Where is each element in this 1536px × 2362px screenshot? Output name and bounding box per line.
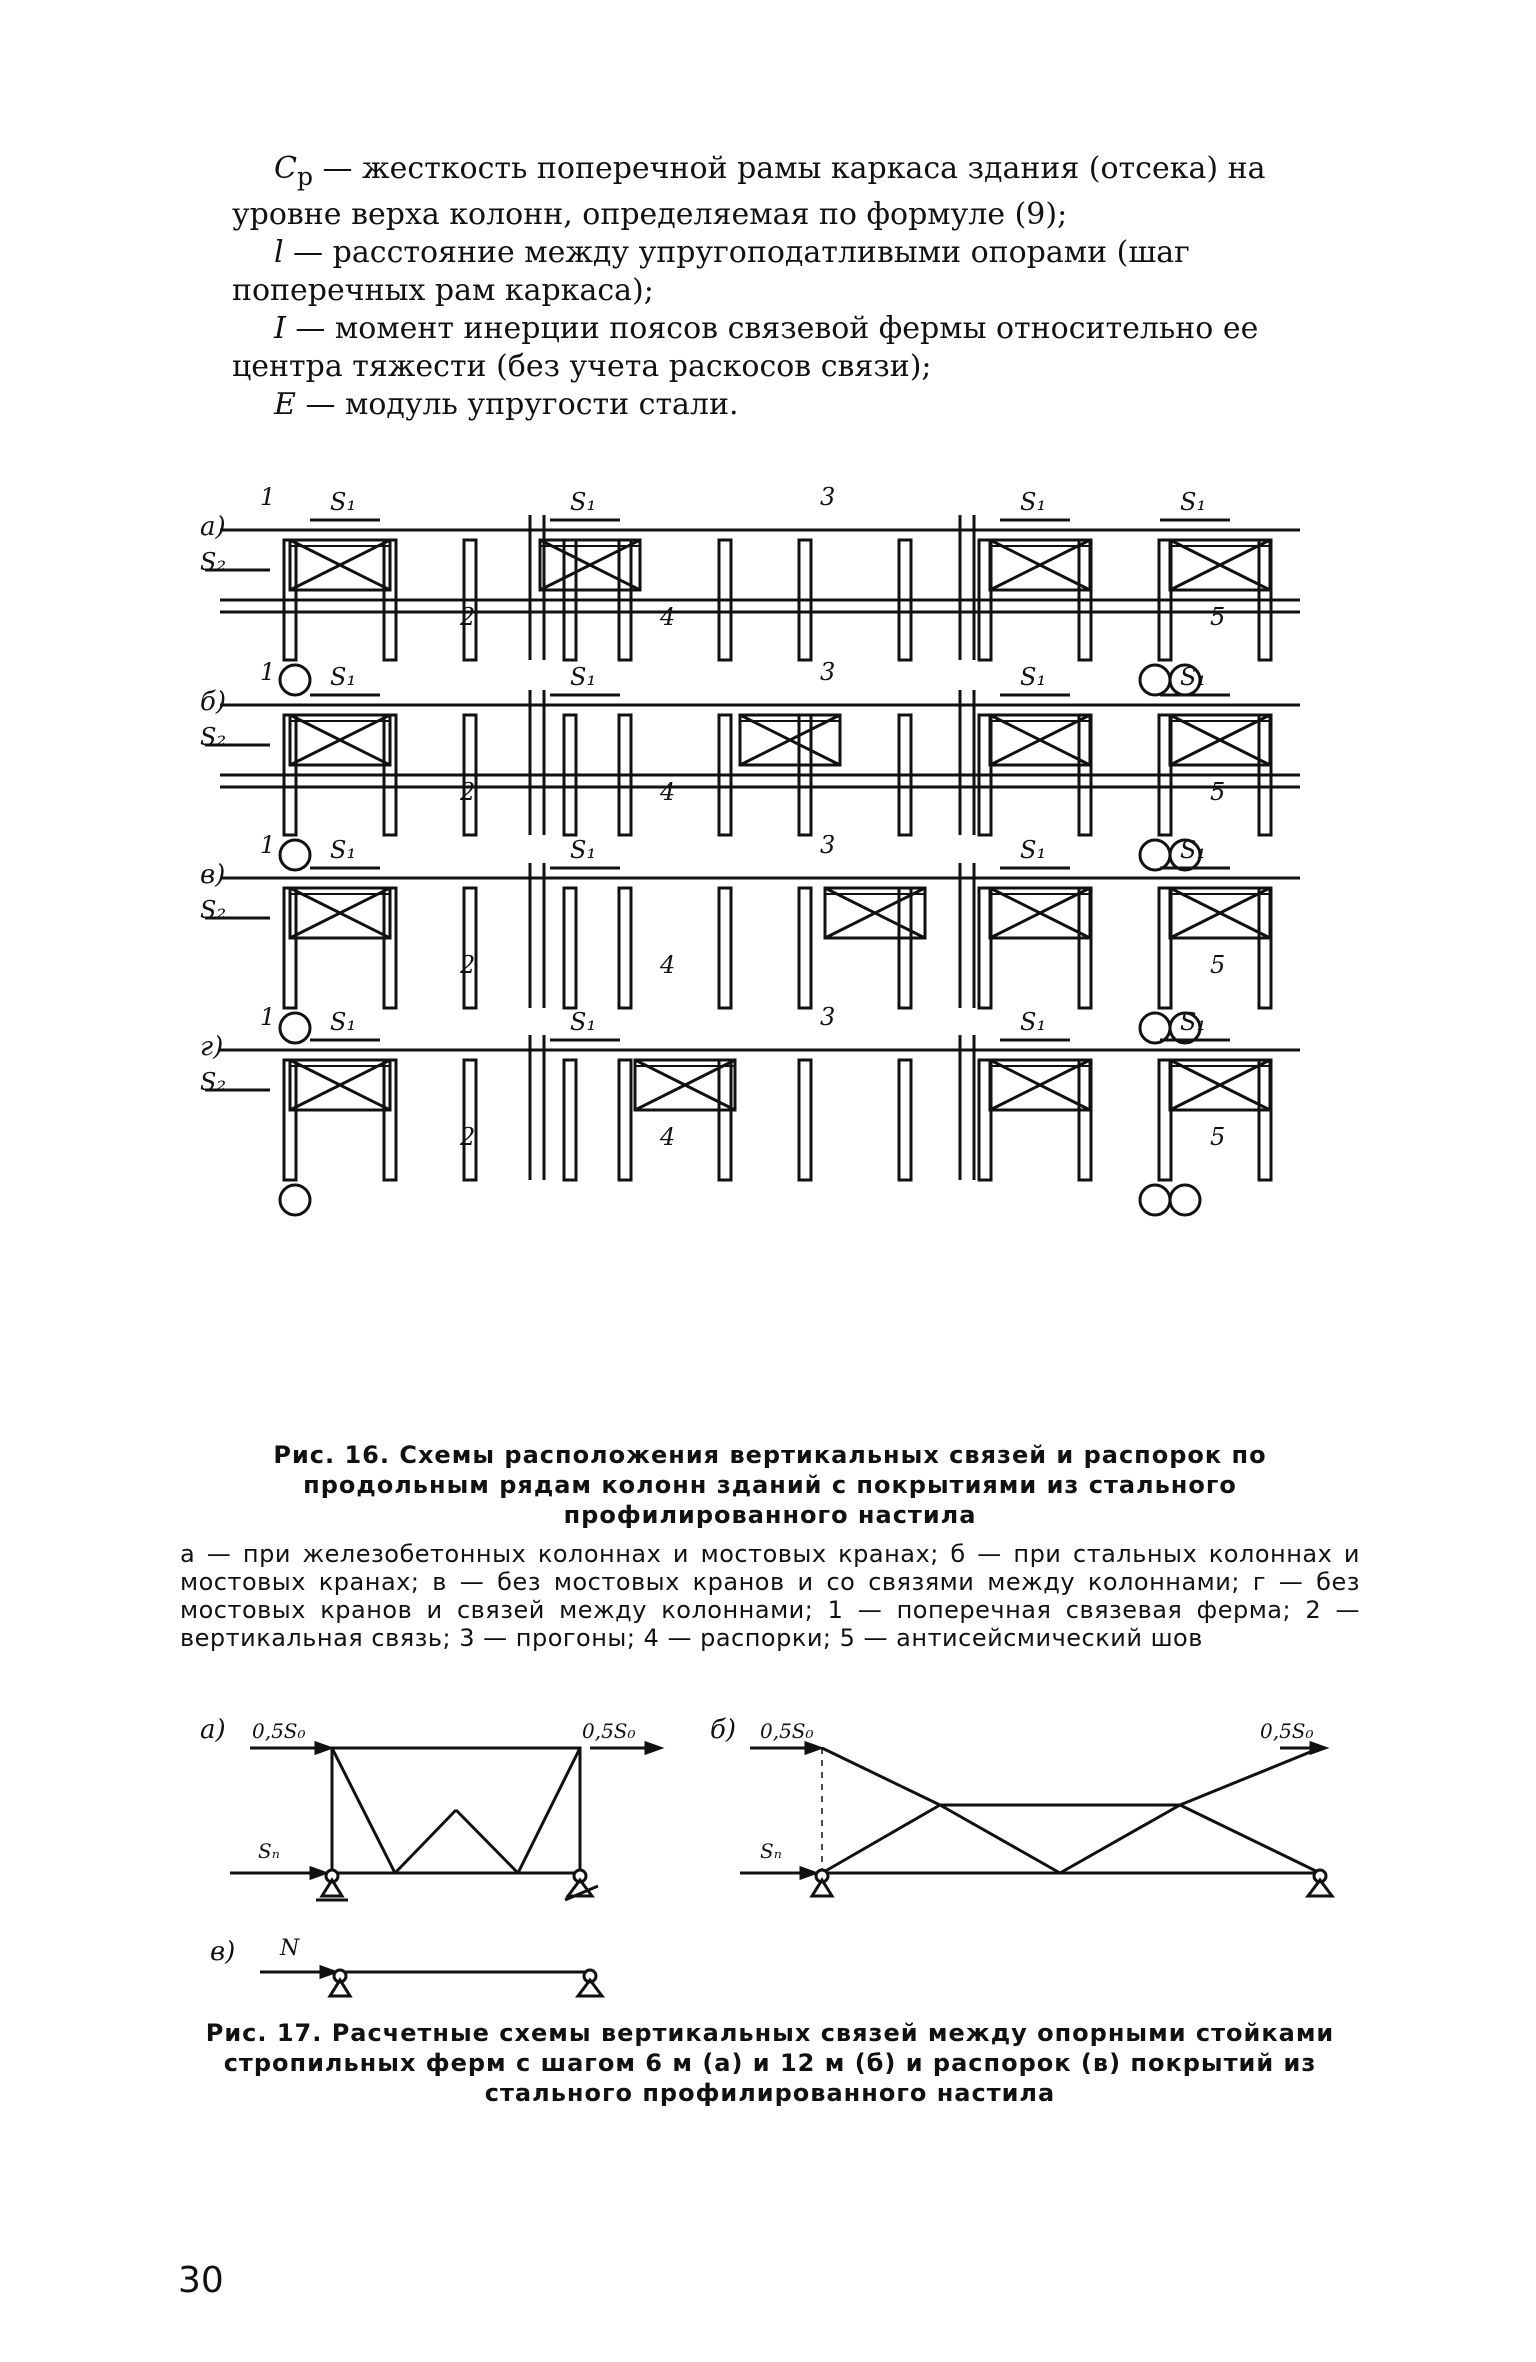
s2-force-label: S₂ xyxy=(200,896,227,924)
transverse-truss xyxy=(290,715,390,765)
transverse-truss xyxy=(540,540,640,590)
transverse-truss xyxy=(990,1060,1090,1110)
callout-1: 1 xyxy=(260,658,276,686)
symbol-cp: C xyxy=(274,151,297,186)
figure-17-caption: Рис. 17. Расчетные схемы вертикальных связей между опорными стойками стропильных ферм с шагом 6 м (а) и 12 м (б) и распорок (в) покрытий из стального профилированного настила xyxy=(205,2019,1335,2107)
column xyxy=(464,1060,476,1180)
callout-5: 5 xyxy=(1210,951,1226,979)
definitions-list xyxy=(232,150,1352,424)
symbol-l: l xyxy=(274,235,284,270)
column xyxy=(564,888,576,1008)
support-circle xyxy=(1170,1185,1200,1215)
support-circle xyxy=(1140,1185,1170,1215)
symbol-e: E xyxy=(274,387,296,422)
callout-5: 5 xyxy=(1210,603,1226,631)
s1-force-label: S₁ xyxy=(330,1008,357,1036)
fig17-c-force: N xyxy=(280,1936,300,1961)
s1-force-label: S₁ xyxy=(1020,663,1047,691)
fig17-a-left-force: Sₙ xyxy=(258,1839,280,1863)
fig17-b-letter: б) xyxy=(710,1715,737,1745)
column xyxy=(799,1060,811,1180)
callout-4: 4 xyxy=(660,1123,676,1151)
column xyxy=(464,888,476,1008)
callout-1: 1 xyxy=(260,483,276,511)
callout-4: 4 xyxy=(660,778,676,806)
callout-3: 3 xyxy=(820,1003,836,1031)
definition-l: l — расстояние между упругоподатливыми опорами (шаг поперечных рам каркаса); xyxy=(232,235,1190,308)
transverse-truss xyxy=(1170,1060,1270,1110)
s1-force-label: S₁ xyxy=(1020,1008,1047,1036)
transverse-truss xyxy=(740,715,840,765)
s1-force-label: S₁ xyxy=(1180,488,1207,516)
column xyxy=(719,1060,731,1180)
callout-2: 2 xyxy=(460,951,476,979)
transverse-truss xyxy=(1170,715,1270,765)
callout-3: 3 xyxy=(820,658,836,686)
row-letter: б) xyxy=(200,687,227,717)
column xyxy=(899,888,911,1008)
s1-force-label: S₁ xyxy=(1020,488,1047,516)
s1-force-label: S₁ xyxy=(330,488,357,516)
column xyxy=(619,1060,631,1180)
callout-1: 1 xyxy=(260,831,276,859)
callout-2: 2 xyxy=(460,1123,476,1151)
figure-16-caption: Рис. 16. Схемы расположения вертикальных связей и распорок по продольным рядам колонн зданий с покрытиями из стального профилированного настила xyxy=(273,1441,1267,1529)
row-letter: в) xyxy=(200,860,226,890)
definition-cp: $C_р$ — жесткость поперечной рамы каркаса здания (отсека) на уровне верха колонн, определяемая по формуле (9); xyxy=(232,151,1266,232)
support-circle xyxy=(280,840,310,870)
transverse-truss xyxy=(290,888,390,938)
s1-force-label: S₁ xyxy=(1180,1008,1207,1036)
callout-5: 5 xyxy=(1210,1123,1226,1151)
transverse-truss xyxy=(290,540,390,590)
callout-3: 3 xyxy=(820,831,836,859)
fig17-b-top-right: 0,5S₀ xyxy=(1260,1719,1314,1743)
row-letter: а) xyxy=(200,512,226,542)
s1-force-label: S₁ xyxy=(570,836,597,864)
definition-e: E — модуль упругости стали. xyxy=(274,387,739,422)
row-letter: г) xyxy=(200,1032,224,1062)
s1-force-label: S₁ xyxy=(1180,836,1207,864)
transverse-truss xyxy=(1170,540,1270,590)
support-circle xyxy=(280,1013,310,1043)
callout-2: 2 xyxy=(460,778,476,806)
support-circle xyxy=(280,1185,310,1215)
column xyxy=(619,888,631,1008)
fig17-b-top-left: 0,5S₀ xyxy=(760,1719,814,1743)
s1-force-label: S₁ xyxy=(1020,836,1047,864)
support-circle xyxy=(1140,665,1170,695)
transverse-truss xyxy=(990,540,1090,590)
s1-force-label: S₁ xyxy=(570,663,597,691)
page-number: 30 xyxy=(178,2260,224,2301)
s1-force-label: S₁ xyxy=(330,663,357,691)
fig17-b-left-force: Sₙ xyxy=(760,1839,782,1863)
fig17-a-letter: а) xyxy=(200,1715,226,1745)
s1-force-label: S₁ xyxy=(570,488,597,516)
fig17-a-top-left: 0,5S₀ xyxy=(252,1719,306,1743)
s1-force-label: S₁ xyxy=(570,1008,597,1036)
callout-3: 3 xyxy=(820,483,836,511)
transverse-truss xyxy=(290,1060,390,1110)
transverse-truss xyxy=(1170,888,1270,938)
column xyxy=(899,1060,911,1180)
s2-force-label: S₂ xyxy=(200,1068,227,1096)
column xyxy=(564,1060,576,1180)
callout-1: 1 xyxy=(260,1003,276,1031)
figure-16-diagram xyxy=(200,460,1330,1430)
support-circle xyxy=(280,665,310,695)
fig17-c-letter: в) xyxy=(210,1937,236,1967)
callout-2: 2 xyxy=(460,603,476,631)
callout-4: 4 xyxy=(660,603,676,631)
figure-16-legend: а — при железобетонных колоннах и мостовых кранах; б — при стальных колоннах и мостовых кранах; в — без мостовых кранов и со связями между колоннами; г — без мостовых кранов и связей между колоннами; 1 — поперечная связевая ферма; 2 — вертикальная связь; 3 — прогоны; 4 — распорки; 5 — антисейсмический шов xyxy=(180,1540,1360,1652)
fig17-a-top-right: 0,5S₀ xyxy=(582,1719,636,1743)
transverse-truss xyxy=(990,715,1090,765)
column xyxy=(719,888,731,1008)
s2-force-label: S₂ xyxy=(200,548,227,576)
callout-4: 4 xyxy=(660,951,676,979)
column xyxy=(799,888,811,1008)
figure-17-diagram xyxy=(200,1710,1350,2010)
s2-force-label: S₂ xyxy=(200,723,227,751)
support-circle xyxy=(1140,840,1170,870)
symbol-i: I xyxy=(274,311,286,346)
s1-force-label: S₁ xyxy=(1180,663,1207,691)
callout-5: 5 xyxy=(1210,778,1226,806)
s1-force-label: S₁ xyxy=(330,836,357,864)
definition-i: I — момент инерции поясов связевой фермы относительно ее центра тяжести (без учета раскосов связи); xyxy=(232,311,1259,384)
transverse-truss xyxy=(990,888,1090,938)
